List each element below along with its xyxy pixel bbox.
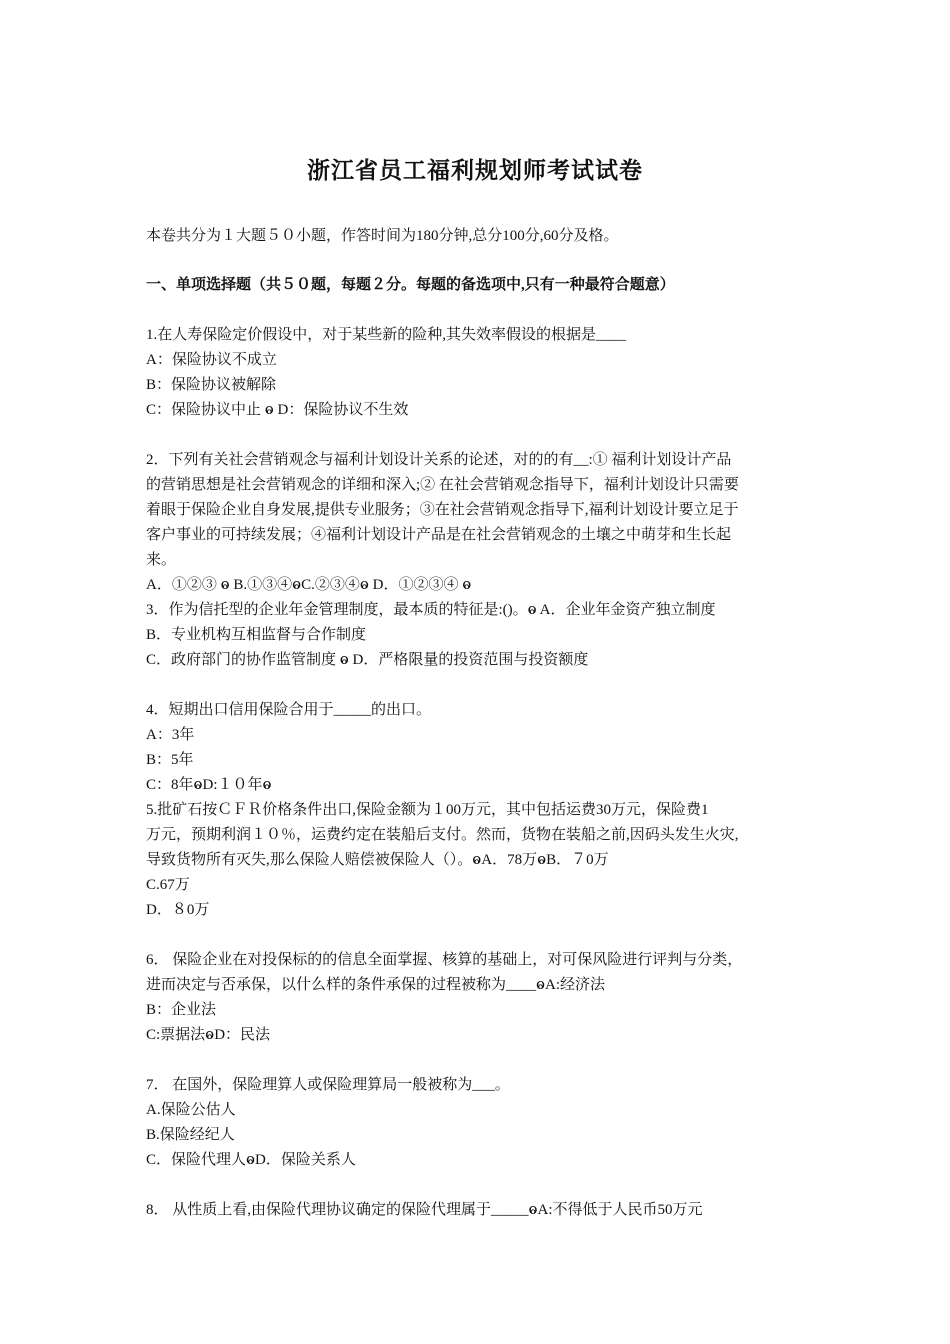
question-6-line-2: 进而决定与否承保，以什么样的条件承保的过程被称为____ⱺA:经济法 bbox=[146, 977, 606, 993]
q7-option-b: B.保险经纪人 bbox=[146, 1127, 235, 1143]
question-5-line-1: 5.批矿石按ＣＦＲ价格条件出口,保险金额为１00万元，其中包括运费30万元，保险费1 bbox=[146, 802, 709, 818]
question-2-line-3: 着眼于保险企业自身发展,提供专业服务；③在社会营销观念指导下,福利计划设计要立足于 bbox=[146, 502, 739, 518]
q4-option-b: B：5年 bbox=[146, 752, 194, 768]
q4-option-cd: C：8年ⱺD:１０年ⱺ bbox=[146, 777, 272, 793]
section-header: 一、单项选择题（共５０题，每题２分。每题的备选项中,只有一种最符合题意） bbox=[146, 277, 675, 293]
question-2-line-2: 的营销思想是社会营销观念的详细和深入;② 在社会营销观念指导下，福利计划设计只需要 bbox=[146, 477, 739, 493]
q1-option-b: B：保险协议被解除 bbox=[146, 377, 277, 393]
q1-option-cd: C：保险协议中止 ⱺ D：保险协议不生效 bbox=[146, 402, 409, 418]
q3-option-b: B．专业机构互相监督与合作制度 bbox=[146, 627, 367, 643]
question-5-line-3: 导致货物所有灭失,那么保险人赔偿被保险人（）。ⱺA．78万ⱺB．７0万 bbox=[146, 852, 609, 868]
question-4: 4．短期出口信用保险合用于_____的出口。 bbox=[146, 702, 432, 718]
q5-option-c: C.67万 bbox=[146, 877, 190, 893]
question-7: 7． 在国外，保险理算人或保险理算局一般被称为___。 bbox=[146, 1077, 510, 1093]
q4-option-a: A：3年 bbox=[146, 727, 195, 743]
question-8: 8． 从性质上看,由保险代理协议确定的保险代理属于_____ⱺA:不得低于人民币50万元 bbox=[146, 1202, 703, 1218]
question-6-line-1: 6． 保险企业在对投保标的的信息全面掌握、核算的基础上，对可保风险进行评判与分类， bbox=[146, 952, 743, 968]
q2-options: A．①②③ ⱺ B.①③④ⱺC.②③④ⱺ D．①②③④ ⱺ bbox=[146, 577, 472, 593]
exam-intro: 本卷共分为１大题５０小题，作答时间为180分钟,总分100分,60分及格。 bbox=[146, 228, 619, 244]
q3-option-cd: C．政府部门的协作监管制度 ⱺ D．严格限量的投资范围与投资额度 bbox=[146, 652, 589, 668]
q7-option-cd: C．保险代理人ⱺD．保险关系人 bbox=[146, 1152, 356, 1168]
q6-option-b: B：企业法 bbox=[146, 1002, 217, 1018]
question-5-line-2: 万元，预期利润１０％，运费约定在装船后支付。然而，货物在装船之前,因码头发生火灾, bbox=[146, 827, 739, 843]
question-2-line-5: 来。 bbox=[146, 552, 177, 568]
question-1: 1.在人寿保险定价假设中，对于某些新的险种,其失效率假设的根据是____ bbox=[146, 327, 627, 343]
q5-option-d: D．８0万 bbox=[146, 902, 210, 918]
q1-option-a: A：保险协议不成立 bbox=[146, 352, 277, 368]
page-title: 浙江省员工福利规划师考试试卷 bbox=[307, 157, 643, 184]
q7-option-a: A.保险公估人 bbox=[146, 1102, 236, 1118]
question-3: 3．作为信托型的企业年金管理制度，最本质的特征是:()。ⱺ A．企业年金资产独立制度 bbox=[146, 602, 716, 618]
q6-option-cd: C:票据法ⱺD：民法 bbox=[146, 1027, 271, 1043]
question-2-line-1: 2．下列有关社会营销观念与福利计划设计关系的论述，对的的有__:① 福利计划设计产品 bbox=[146, 452, 732, 468]
question-2-line-4: 客户事业的可持续发展；④福利计划设计产品是在社会营销观念的土壤之中萌芽和生长起 bbox=[146, 527, 732, 543]
